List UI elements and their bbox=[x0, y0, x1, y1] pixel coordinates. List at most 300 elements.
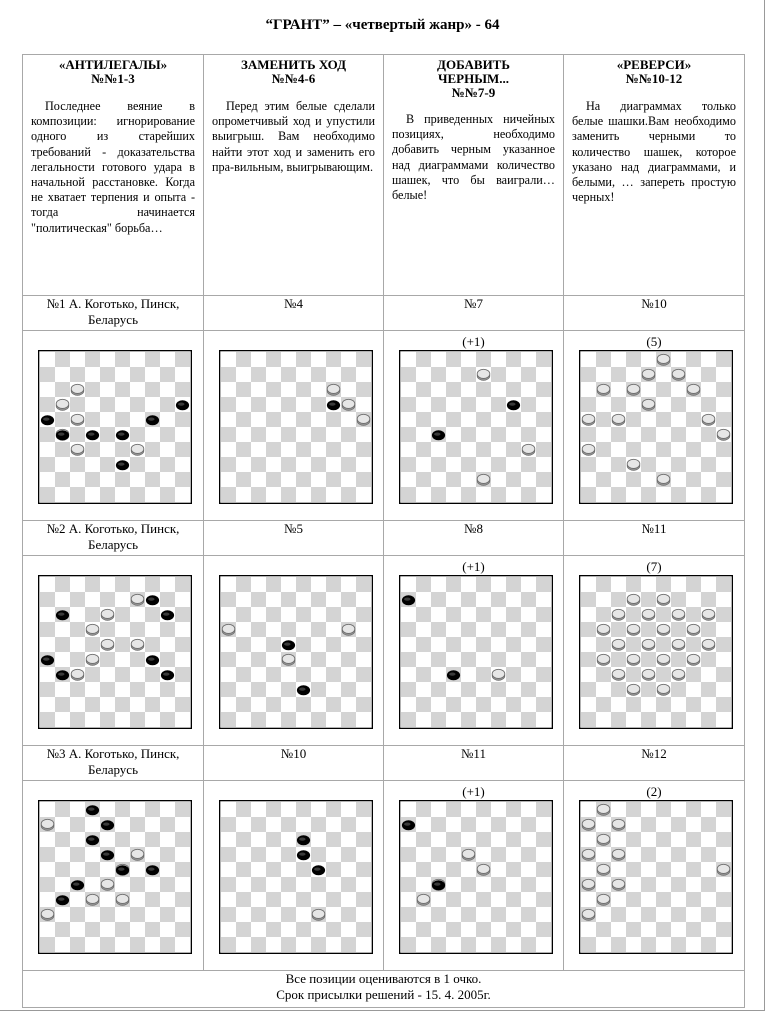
dark-square bbox=[701, 877, 716, 892]
dark-square bbox=[446, 412, 461, 427]
dark-square bbox=[431, 817, 446, 832]
dark-square bbox=[145, 607, 160, 622]
white-piece bbox=[657, 354, 670, 363]
dark-square bbox=[130, 712, 145, 727]
dark-square bbox=[521, 487, 536, 502]
black-piece-highlight bbox=[103, 823, 109, 826]
white-piece bbox=[342, 624, 355, 633]
white-piece bbox=[101, 879, 114, 888]
dark-square bbox=[416, 352, 431, 367]
dark-square bbox=[701, 652, 716, 667]
dark-square bbox=[281, 427, 296, 442]
dark-square bbox=[356, 697, 371, 712]
dark-square bbox=[491, 592, 506, 607]
dark-square bbox=[686, 607, 701, 622]
white-piece bbox=[627, 459, 640, 468]
dark-square bbox=[641, 457, 656, 472]
dark-square bbox=[626, 892, 641, 907]
column-numbers: №№4-6 bbox=[271, 71, 316, 86]
white-piece bbox=[672, 639, 685, 648]
dark-square bbox=[536, 667, 551, 682]
dark-square bbox=[130, 652, 145, 667]
dark-square bbox=[401, 847, 416, 862]
dark-square bbox=[596, 352, 611, 367]
dark-square bbox=[611, 682, 626, 697]
white-piece bbox=[627, 594, 640, 603]
piece-count bbox=[204, 334, 383, 350]
dark-square bbox=[40, 877, 55, 892]
dark-square bbox=[431, 937, 446, 952]
column-rules-text: На диаграммах только белые шашки.Вам необходимо заменить черными то количество шашек, которое указано над диаграммами, и белыми, … запереть простую черных! bbox=[572, 99, 736, 205]
dark-square bbox=[251, 817, 266, 832]
dark-square bbox=[70, 847, 85, 862]
dark-square bbox=[40, 622, 55, 637]
dark-square bbox=[281, 592, 296, 607]
dark-square bbox=[596, 472, 611, 487]
dark-square bbox=[596, 697, 611, 712]
checkers-board bbox=[38, 800, 192, 954]
dark-square bbox=[611, 937, 626, 952]
dark-square bbox=[160, 457, 175, 472]
dark-square bbox=[686, 667, 701, 682]
dark-square bbox=[491, 487, 506, 502]
dark-square bbox=[536, 442, 551, 457]
dark-square bbox=[236, 862, 251, 877]
dark-square bbox=[251, 937, 266, 952]
white-piece bbox=[131, 594, 144, 603]
dark-square bbox=[145, 442, 160, 457]
dark-square bbox=[281, 907, 296, 922]
dark-square bbox=[686, 577, 701, 592]
dark-square bbox=[251, 877, 266, 892]
dark-square bbox=[521, 397, 536, 412]
dark-square bbox=[701, 487, 716, 502]
dark-square bbox=[311, 652, 326, 667]
board-cell bbox=[204, 331, 384, 521]
dark-square bbox=[611, 592, 626, 607]
dark-square bbox=[626, 577, 641, 592]
dark-square bbox=[311, 682, 326, 697]
dark-square bbox=[251, 682, 266, 697]
dark-square bbox=[70, 907, 85, 922]
dark-square bbox=[266, 802, 281, 817]
dark-square bbox=[296, 382, 311, 397]
white-piece bbox=[86, 624, 99, 633]
dark-square bbox=[611, 622, 626, 637]
footer-line-1: Все позиции оцениваются в 1 очко. bbox=[285, 971, 482, 986]
column-title: «АНТИЛЕГАЛЫ» bbox=[58, 57, 168, 72]
dark-square bbox=[40, 712, 55, 727]
dark-square bbox=[281, 487, 296, 502]
dark-square bbox=[701, 817, 716, 832]
dark-square bbox=[130, 457, 145, 472]
dark-square bbox=[311, 622, 326, 637]
dark-square bbox=[85, 352, 100, 367]
dark-square bbox=[341, 712, 356, 727]
dark-square bbox=[160, 652, 175, 667]
board-cell bbox=[384, 556, 564, 746]
piece-count: (+1) bbox=[462, 784, 485, 799]
dark-square bbox=[626, 667, 641, 682]
dark-square bbox=[115, 472, 130, 487]
dark-square bbox=[506, 697, 521, 712]
dark-square bbox=[506, 382, 521, 397]
dark-square bbox=[266, 352, 281, 367]
dark-square bbox=[626, 352, 641, 367]
dark-square bbox=[115, 637, 130, 652]
dark-square bbox=[476, 832, 491, 847]
dark-square bbox=[611, 487, 626, 502]
checkers-board bbox=[579, 800, 733, 954]
piece-count bbox=[204, 784, 383, 800]
dark-square bbox=[160, 487, 175, 502]
dark-square bbox=[100, 592, 115, 607]
dark-square bbox=[221, 457, 236, 472]
dark-square bbox=[476, 922, 491, 937]
dark-square bbox=[536, 352, 551, 367]
dark-square bbox=[476, 352, 491, 367]
problem-label: №3 А. Коготько, Пинск, Беларусь bbox=[23, 746, 204, 781]
dark-square bbox=[506, 832, 521, 847]
white-piece bbox=[702, 639, 715, 648]
dark-square bbox=[221, 487, 236, 502]
piece-count bbox=[23, 784, 203, 800]
dark-square bbox=[296, 922, 311, 937]
dark-square bbox=[281, 367, 296, 382]
white-piece bbox=[582, 414, 595, 423]
dark-square bbox=[130, 817, 145, 832]
dark-square bbox=[536, 577, 551, 592]
dark-square bbox=[446, 607, 461, 622]
dark-square bbox=[641, 877, 656, 892]
board-row-3 bbox=[23, 781, 745, 971]
dark-square bbox=[626, 637, 641, 652]
dark-square bbox=[70, 397, 85, 412]
dark-square bbox=[401, 682, 416, 697]
dark-square bbox=[251, 427, 266, 442]
piece-count bbox=[204, 559, 383, 575]
dark-square bbox=[506, 442, 521, 457]
dark-square bbox=[356, 442, 371, 457]
dark-square bbox=[581, 712, 596, 727]
white-piece bbox=[582, 909, 595, 918]
dark-square bbox=[311, 457, 326, 472]
dark-square bbox=[236, 802, 251, 817]
checkers-board bbox=[219, 350, 373, 504]
dark-square bbox=[671, 457, 686, 472]
dark-square bbox=[160, 847, 175, 862]
dark-square bbox=[281, 712, 296, 727]
dark-square bbox=[506, 802, 521, 817]
dark-square bbox=[491, 877, 506, 892]
white-piece bbox=[612, 819, 625, 828]
dark-square bbox=[55, 637, 70, 652]
dark-square bbox=[671, 937, 686, 952]
problem-label: №7 bbox=[384, 296, 564, 331]
dark-square bbox=[491, 847, 506, 862]
dark-square bbox=[596, 607, 611, 622]
dark-square bbox=[431, 487, 446, 502]
dark-square bbox=[251, 457, 266, 472]
footer-line-2: Срок присылки решений - 15. 4. 2005г. bbox=[276, 987, 491, 1002]
dark-square bbox=[611, 652, 626, 667]
dark-square bbox=[536, 802, 551, 817]
dark-square bbox=[70, 712, 85, 727]
dark-square bbox=[671, 487, 686, 502]
dark-square bbox=[175, 577, 190, 592]
black-piece-highlight bbox=[148, 868, 154, 871]
dark-square bbox=[656, 442, 671, 457]
dark-square bbox=[446, 892, 461, 907]
white-piece bbox=[597, 834, 610, 843]
dark-square bbox=[536, 637, 551, 652]
dark-square bbox=[341, 592, 356, 607]
dark-square bbox=[85, 667, 100, 682]
white-piece bbox=[627, 654, 640, 663]
white-piece bbox=[702, 414, 715, 423]
white-piece bbox=[597, 864, 610, 873]
checkers-board bbox=[38, 350, 192, 504]
dark-square bbox=[506, 637, 521, 652]
dark-square bbox=[145, 922, 160, 937]
dark-square bbox=[656, 802, 671, 817]
dark-square bbox=[656, 922, 671, 937]
dark-square bbox=[401, 937, 416, 952]
dark-square bbox=[596, 637, 611, 652]
dark-square bbox=[145, 667, 160, 682]
dark-square bbox=[221, 712, 236, 727]
dark-square bbox=[686, 922, 701, 937]
dark-square bbox=[461, 907, 476, 922]
dark-square bbox=[461, 937, 476, 952]
dark-square bbox=[686, 352, 701, 367]
black-piece-highlight bbox=[58, 898, 64, 901]
black-piece-highlight bbox=[148, 658, 154, 661]
dark-square bbox=[266, 667, 281, 682]
dark-square bbox=[461, 712, 476, 727]
dark-square bbox=[401, 652, 416, 667]
dark-square bbox=[641, 937, 656, 952]
dark-square bbox=[536, 892, 551, 907]
dark-square bbox=[506, 862, 521, 877]
dark-square bbox=[266, 832, 281, 847]
dark-square bbox=[656, 697, 671, 712]
dark-square bbox=[476, 577, 491, 592]
dark-square bbox=[175, 382, 190, 397]
dark-square bbox=[70, 817, 85, 832]
dark-square bbox=[626, 922, 641, 937]
white-piece bbox=[672, 609, 685, 618]
dark-square bbox=[326, 607, 341, 622]
dark-square bbox=[401, 712, 416, 727]
dark-square bbox=[100, 367, 115, 382]
dark-square bbox=[175, 472, 190, 487]
dark-square bbox=[431, 652, 446, 667]
dark-square bbox=[100, 427, 115, 442]
dark-square bbox=[716, 607, 731, 622]
dark-square bbox=[341, 487, 356, 502]
black-piece-highlight bbox=[58, 613, 64, 616]
black-piece-highlight bbox=[103, 853, 109, 856]
column-zamenit-hod bbox=[204, 55, 384, 296]
white-piece bbox=[86, 894, 99, 903]
dark-square bbox=[145, 892, 160, 907]
dark-square bbox=[506, 892, 521, 907]
dark-square bbox=[55, 577, 70, 592]
column-rules-text: Перед этим белые сделали опрометчивый ход и упустили выигрыш. Вам необходимо найти этот ход и заменить его пра-вильным, выигрывающим. bbox=[212, 99, 375, 174]
dark-square bbox=[506, 472, 521, 487]
dark-square bbox=[311, 937, 326, 952]
dark-square bbox=[356, 352, 371, 367]
dark-square bbox=[296, 667, 311, 682]
dark-square bbox=[236, 412, 251, 427]
dark-square bbox=[221, 592, 236, 607]
black-piece-highlight bbox=[434, 883, 440, 886]
dark-square bbox=[296, 352, 311, 367]
dark-square bbox=[431, 907, 446, 922]
dark-square bbox=[311, 877, 326, 892]
black-piece-highlight bbox=[314, 868, 320, 871]
white-piece bbox=[657, 624, 670, 633]
dark-square bbox=[160, 877, 175, 892]
dark-square bbox=[40, 397, 55, 412]
black-piece-highlight bbox=[449, 673, 455, 676]
dark-square bbox=[40, 592, 55, 607]
white-piece bbox=[627, 624, 640, 633]
dark-square bbox=[611, 457, 626, 472]
dark-square bbox=[175, 892, 190, 907]
dark-square bbox=[70, 682, 85, 697]
dark-square bbox=[356, 472, 371, 487]
dark-square bbox=[446, 862, 461, 877]
dark-square bbox=[296, 697, 311, 712]
dark-square bbox=[416, 607, 431, 622]
white-piece bbox=[612, 414, 625, 423]
dark-square bbox=[461, 367, 476, 382]
dark-square bbox=[536, 472, 551, 487]
dark-square bbox=[641, 427, 656, 442]
dark-square bbox=[85, 922, 100, 937]
piece-count bbox=[23, 559, 203, 575]
white-piece bbox=[101, 639, 114, 648]
dark-square bbox=[521, 427, 536, 442]
dark-square bbox=[596, 922, 611, 937]
white-piece bbox=[582, 849, 595, 858]
dark-square bbox=[581, 457, 596, 472]
dark-square bbox=[326, 442, 341, 457]
dark-square bbox=[70, 487, 85, 502]
dark-square bbox=[716, 832, 731, 847]
dark-square bbox=[326, 697, 341, 712]
dark-square bbox=[296, 607, 311, 622]
board-row-1 bbox=[23, 331, 745, 521]
dark-square bbox=[641, 682, 656, 697]
dark-square bbox=[221, 427, 236, 442]
black-piece-highlight bbox=[163, 613, 169, 616]
black-piece-highlight bbox=[284, 643, 290, 646]
dark-square bbox=[581, 937, 596, 952]
dark-square bbox=[416, 382, 431, 397]
dark-square bbox=[701, 427, 716, 442]
dark-square bbox=[175, 412, 190, 427]
problem-label: №12 bbox=[564, 746, 745, 781]
dark-square bbox=[326, 922, 341, 937]
white-piece bbox=[612, 609, 625, 618]
dark-square bbox=[221, 847, 236, 862]
white-piece bbox=[717, 429, 730, 438]
dark-square bbox=[326, 667, 341, 682]
dark-square bbox=[160, 682, 175, 697]
dark-square bbox=[461, 487, 476, 502]
dark-square bbox=[656, 637, 671, 652]
dark-square bbox=[145, 472, 160, 487]
dark-square bbox=[716, 412, 731, 427]
dark-square bbox=[536, 412, 551, 427]
dark-square bbox=[491, 712, 506, 727]
dark-square bbox=[431, 712, 446, 727]
dark-square bbox=[416, 442, 431, 457]
dark-square bbox=[100, 682, 115, 697]
dark-square bbox=[55, 832, 70, 847]
white-piece bbox=[56, 399, 69, 408]
dark-square bbox=[160, 622, 175, 637]
dark-square bbox=[266, 412, 281, 427]
dark-square bbox=[416, 922, 431, 937]
white-piece bbox=[462, 849, 475, 858]
dark-square bbox=[716, 802, 731, 817]
dark-square bbox=[626, 607, 641, 622]
dark-square bbox=[641, 907, 656, 922]
dark-square bbox=[175, 352, 190, 367]
dark-square bbox=[326, 472, 341, 487]
dark-square bbox=[416, 862, 431, 877]
dark-square bbox=[356, 667, 371, 682]
dark-square bbox=[521, 817, 536, 832]
black-piece-highlight bbox=[163, 673, 169, 676]
dark-square bbox=[491, 817, 506, 832]
dark-square bbox=[326, 862, 341, 877]
dark-square bbox=[656, 607, 671, 622]
dark-square bbox=[476, 892, 491, 907]
dark-square bbox=[701, 592, 716, 607]
dark-square bbox=[115, 697, 130, 712]
white-piece bbox=[131, 639, 144, 648]
dark-square bbox=[130, 907, 145, 922]
black-piece-highlight bbox=[88, 838, 94, 841]
dark-square bbox=[491, 427, 506, 442]
dark-square bbox=[311, 367, 326, 382]
board-cell bbox=[564, 781, 745, 971]
black-piece-highlight bbox=[434, 433, 440, 436]
dark-square bbox=[266, 637, 281, 652]
dark-square bbox=[100, 457, 115, 472]
checkers-board bbox=[579, 350, 733, 504]
dark-square bbox=[356, 892, 371, 907]
white-piece bbox=[642, 369, 655, 378]
dark-square bbox=[581, 622, 596, 637]
dark-square bbox=[581, 397, 596, 412]
dark-square bbox=[656, 577, 671, 592]
dark-square bbox=[251, 652, 266, 667]
dark-square bbox=[55, 802, 70, 817]
dark-square bbox=[701, 712, 716, 727]
dark-square bbox=[281, 457, 296, 472]
dark-square bbox=[626, 697, 641, 712]
dark-square bbox=[221, 652, 236, 667]
dark-square bbox=[115, 607, 130, 622]
white-piece bbox=[357, 414, 370, 423]
board-cell bbox=[204, 556, 384, 746]
